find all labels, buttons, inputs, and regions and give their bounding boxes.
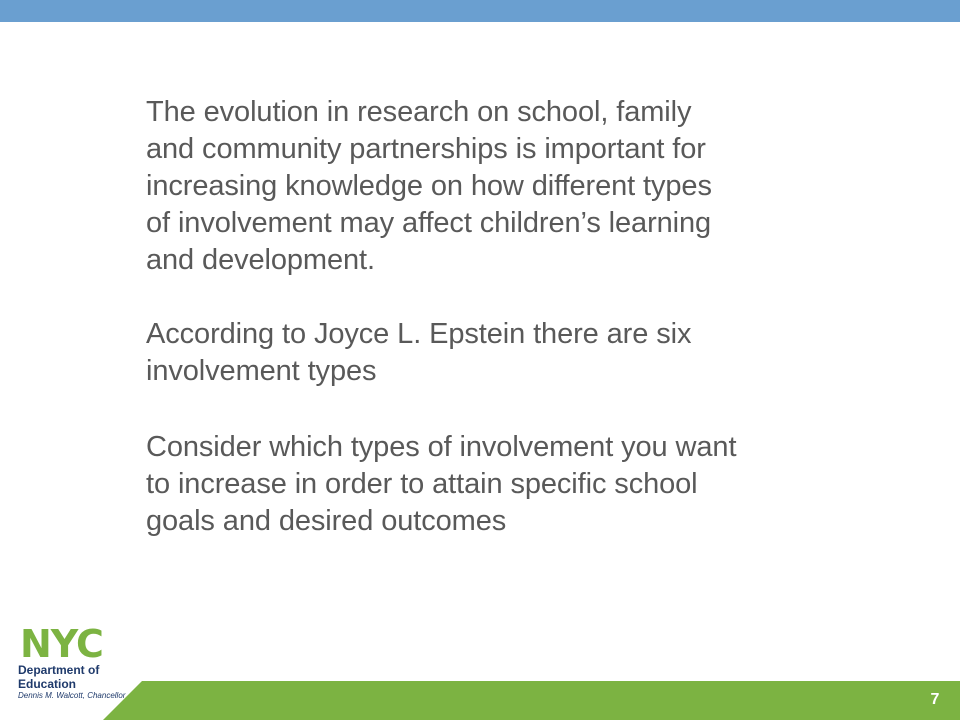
slide-body (146, 94, 826, 540)
bottom-accent-bar (0, 681, 960, 720)
paragraph-consider-types: Consider which types of involvement you want to increase in order to attain specific school goals and desired outcomes (146, 431, 737, 537)
page-number: 7 (930, 691, 940, 708)
nyc-letters: NYC (20, 622, 103, 666)
paragraph-epstein-types: According to Joyce L. Epstein there are six involvement types (146, 318, 692, 387)
paragraph-research-evolution: The evolution in research on school, family and community partnerships is important for increasing knowledge on how different types of involvement may affect children’s learning and development. (146, 96, 712, 276)
logo-department-text: Department of (18, 663, 100, 677)
logo-chancellor-text: Dennis M. Walcott, Chancellor (18, 691, 126, 700)
nyc-logo-mark (18, 622, 114, 666)
logo-education-text: Education (18, 677, 77, 691)
top-accent-bar (0, 0, 960, 22)
